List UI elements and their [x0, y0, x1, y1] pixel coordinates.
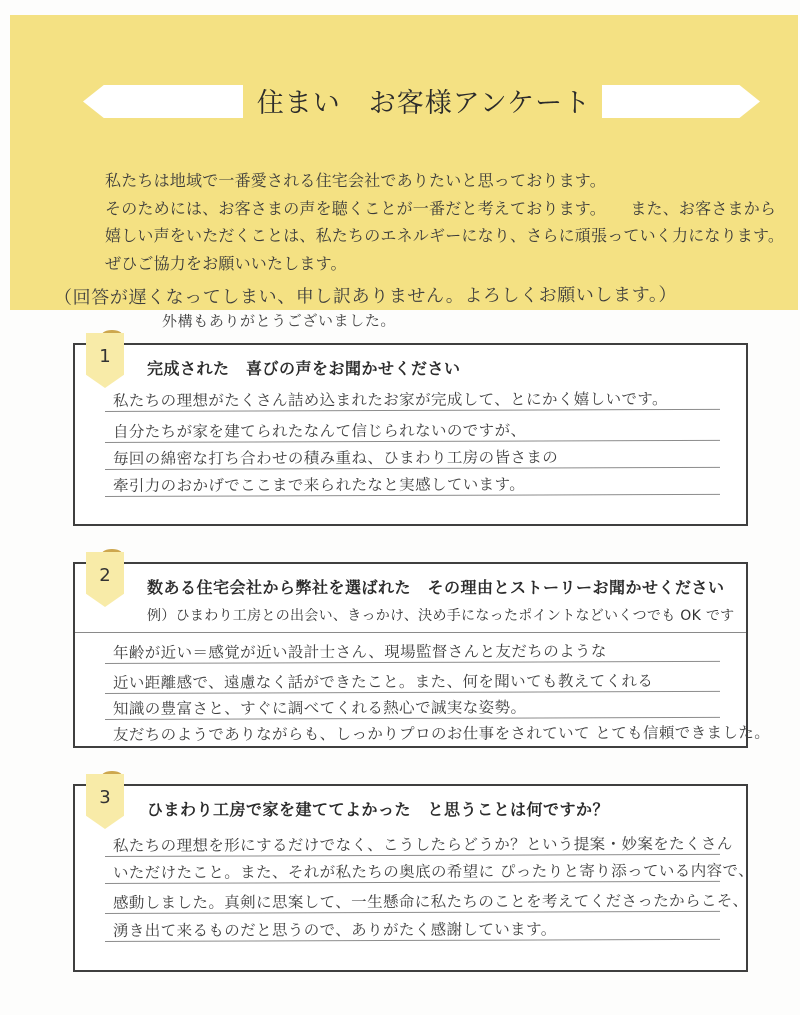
handwritten-apology-note: （回答が遅くなってしまい、申し訳ありません。よろしくお願いします。）: [53, 284, 678, 309]
answer-line: 近い距離感で、遠慮なく話ができたこと。また、何を聞いても教えてくれる: [105, 666, 720, 694]
section-3-tab: [86, 774, 124, 829]
banner-left-arrow-icon: [83, 85, 243, 118]
answer-line: 友だちのようでありながらも、しっかりプロのお仕事をされていて とても信頼できました。: [112, 723, 771, 744]
question-box-1: [73, 343, 748, 526]
answer-line: 毎回の綿密な打ち合わせの積み重ね、ひまわり工房の皆さまの: [105, 442, 720, 470]
answer-line: 知識の豊富さと、すぐに調べてくれる熱心で誠実な姿勢。: [105, 692, 720, 720]
intro-paragraph: [105, 167, 800, 277]
page-title: 住まい お客様アンケート: [256, 88, 592, 119]
section-number: 3: [99, 787, 111, 808]
intro-line: ぜひご協力をお願いいたします。: [105, 253, 347, 273]
example-separator: [75, 632, 746, 633]
section-number: 1: [99, 346, 111, 367]
answer-line: 牽引力のおかげでここまで来られたなと実感しています。: [105, 469, 720, 497]
intro-line: 私たちは地域で一番愛される住宅会社でありたいと思っております。: [105, 171, 606, 190]
section-number: 2: [99, 565, 111, 586]
banner-right-arrow-icon: [602, 85, 760, 118]
question-example-text: 例）ひまわり工房との出会い、きっかけ、決め手になったポイントなどいくつでも OK です: [147, 608, 735, 624]
question-text: 数ある住宅会社から弊社を選ばれた その理由とストーリーお聞かせください: [147, 578, 725, 597]
question-box-2: [73, 562, 771, 748]
answer-line: 感動しました。真剣に思案して、一生懸命に私たちのことを考えてくださったからこそ、: [105, 886, 720, 914]
answer-line: 自分たちが家を建てられたなんて信じられないのですが、: [105, 415, 720, 443]
answer-line: 私たちの理想がたくさん詰め込まれたお家が完成して、とにかく嬉しいです。: [105, 384, 720, 412]
answer-line: 年齢が近い＝感覚が近い設計士さん、現場監督さんと友だちのような: [105, 636, 720, 664]
section-1-tab: [86, 333, 124, 388]
header-block: [10, 15, 798, 310]
intro-line: 嬉しい声をいただくことは、私たちのエネルギーになり、さらに頑張っていく力になります。: [105, 226, 785, 245]
answer-line: 湧き出て来るものだと思うので、ありがたく感謝しています。: [105, 914, 720, 942]
handwritten-thanks-note: 外構もありがとうございました。: [161, 311, 397, 331]
question-text: ひまわり工房で家を建ててよかった と思うことは何ですか？: [147, 800, 610, 819]
section-2-tab: [86, 552, 124, 607]
answer-line: いただけたこと。また、それが私たちの奥底の希望に ぴったりと寄り添っている内容で、: [105, 856, 720, 884]
answer-line: 私たちの理想を形にするだけでなく、こうしたらどうか？という提案・妙案をたくさん: [105, 829, 720, 857]
intro-line: そのためには、お客さまの声を聴くことが一番だと考えております。 また、お客さまから: [105, 198, 777, 218]
question-text: 完成された 喜びの声をお聞かせください: [147, 359, 461, 378]
question-box-3: [73, 784, 755, 972]
